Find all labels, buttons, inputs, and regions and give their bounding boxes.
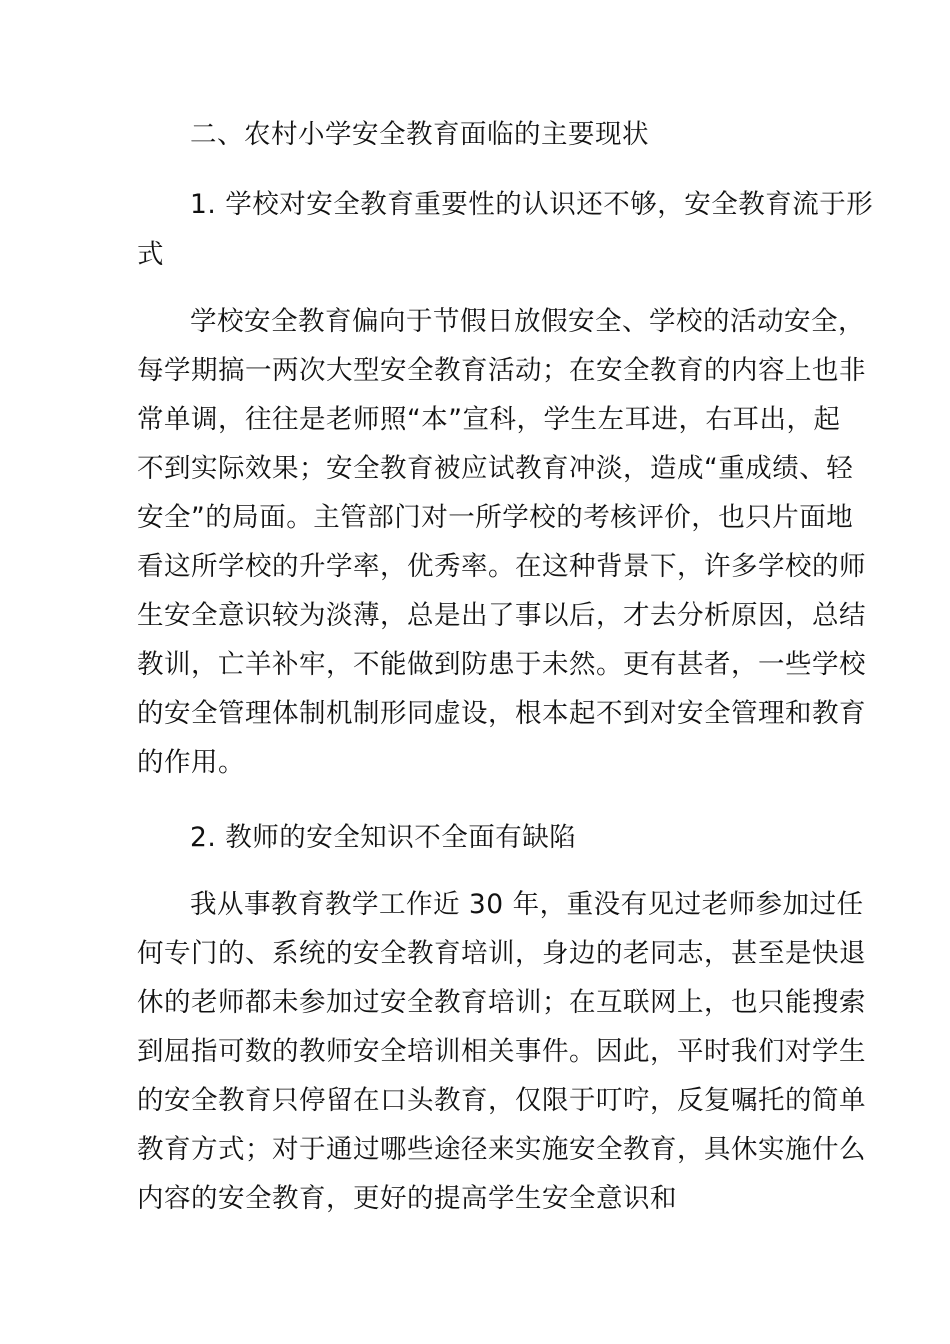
paragraph-1-line-10: 的作用。: [137, 747, 245, 778]
section-heading: 二、农村小学安全教育面临的主要现状: [190, 119, 649, 150]
paragraph-1-line-1: 学校安全教育偏向于节假日放假安全、学校的活动安全，: [190, 306, 865, 337]
paragraph-2-line-3: 休的老师都未参加过安全教育培训；在互联网上，也只能搜索: [137, 987, 866, 1018]
paragraph-1-line-9: 的安全管理体制机制形同虚设，根本起不到对安全管理和教育: [137, 698, 866, 729]
paragraph-1-line-4: 不到实际效果；安全教育被应试教育冲淡，造成“重成绩、轻: [137, 453, 854, 484]
subheading-1-line-2: 式: [137, 239, 164, 270]
paragraph-2-line-7: 内容的安全教育，更好的提高学生安全意识和: [137, 1183, 677, 1214]
subheading-1-line-1: 1. 学校对安全教育重要性的认识还不够，安全教育流于形: [190, 189, 874, 220]
paragraph-2-line-5: 的安全教育只停留在口头教育，仅限于叮咛，反复嘱托的简单: [137, 1085, 866, 1116]
paragraph-2-line-6: 教育方式；对于通过哪些途径来实施安全教育，具休实施什么: [137, 1134, 866, 1165]
subheading-2: 2. 教师的安全知识不全面有缺陷: [190, 822, 577, 853]
paragraph-2-line-1: 我从事教育教学工作近 30 年，重没有见过老师参加过任: [190, 889, 864, 920]
paragraph-1-line-8: 教训，亡羊补牢，不能做到防患于未然。更有甚者，一些学校: [137, 649, 866, 680]
paragraph-1-line-6: 看这所学校的升学率，优秀率。在这种背景下，许多学校的师: [137, 551, 866, 582]
paragraph-1-line-5: 安全”的局面。主管部门对一所学校的考核评价，也只片面地: [137, 502, 854, 533]
paragraph-1-line-2: 每学期搞一两次大型安全教育活动；在安全教育的内容上也非: [137, 355, 866, 386]
paragraph-2-line-2: 何专门的、系统的安全教育培训，身边的老同志，甚至是快退: [137, 938, 866, 969]
paragraph-2-line-4: 到屈指可数的教师安全培训相关事件。因此，平时我们对学生: [137, 1036, 866, 1067]
paragraph-1-line-3: 常单调，往往是老师照“本”宣科，学生左耳进，右耳出，起: [137, 404, 841, 435]
paragraph-1-line-7: 生安全意识较为淡薄，总是出了事以后，才去分析原因，总结: [137, 600, 866, 631]
